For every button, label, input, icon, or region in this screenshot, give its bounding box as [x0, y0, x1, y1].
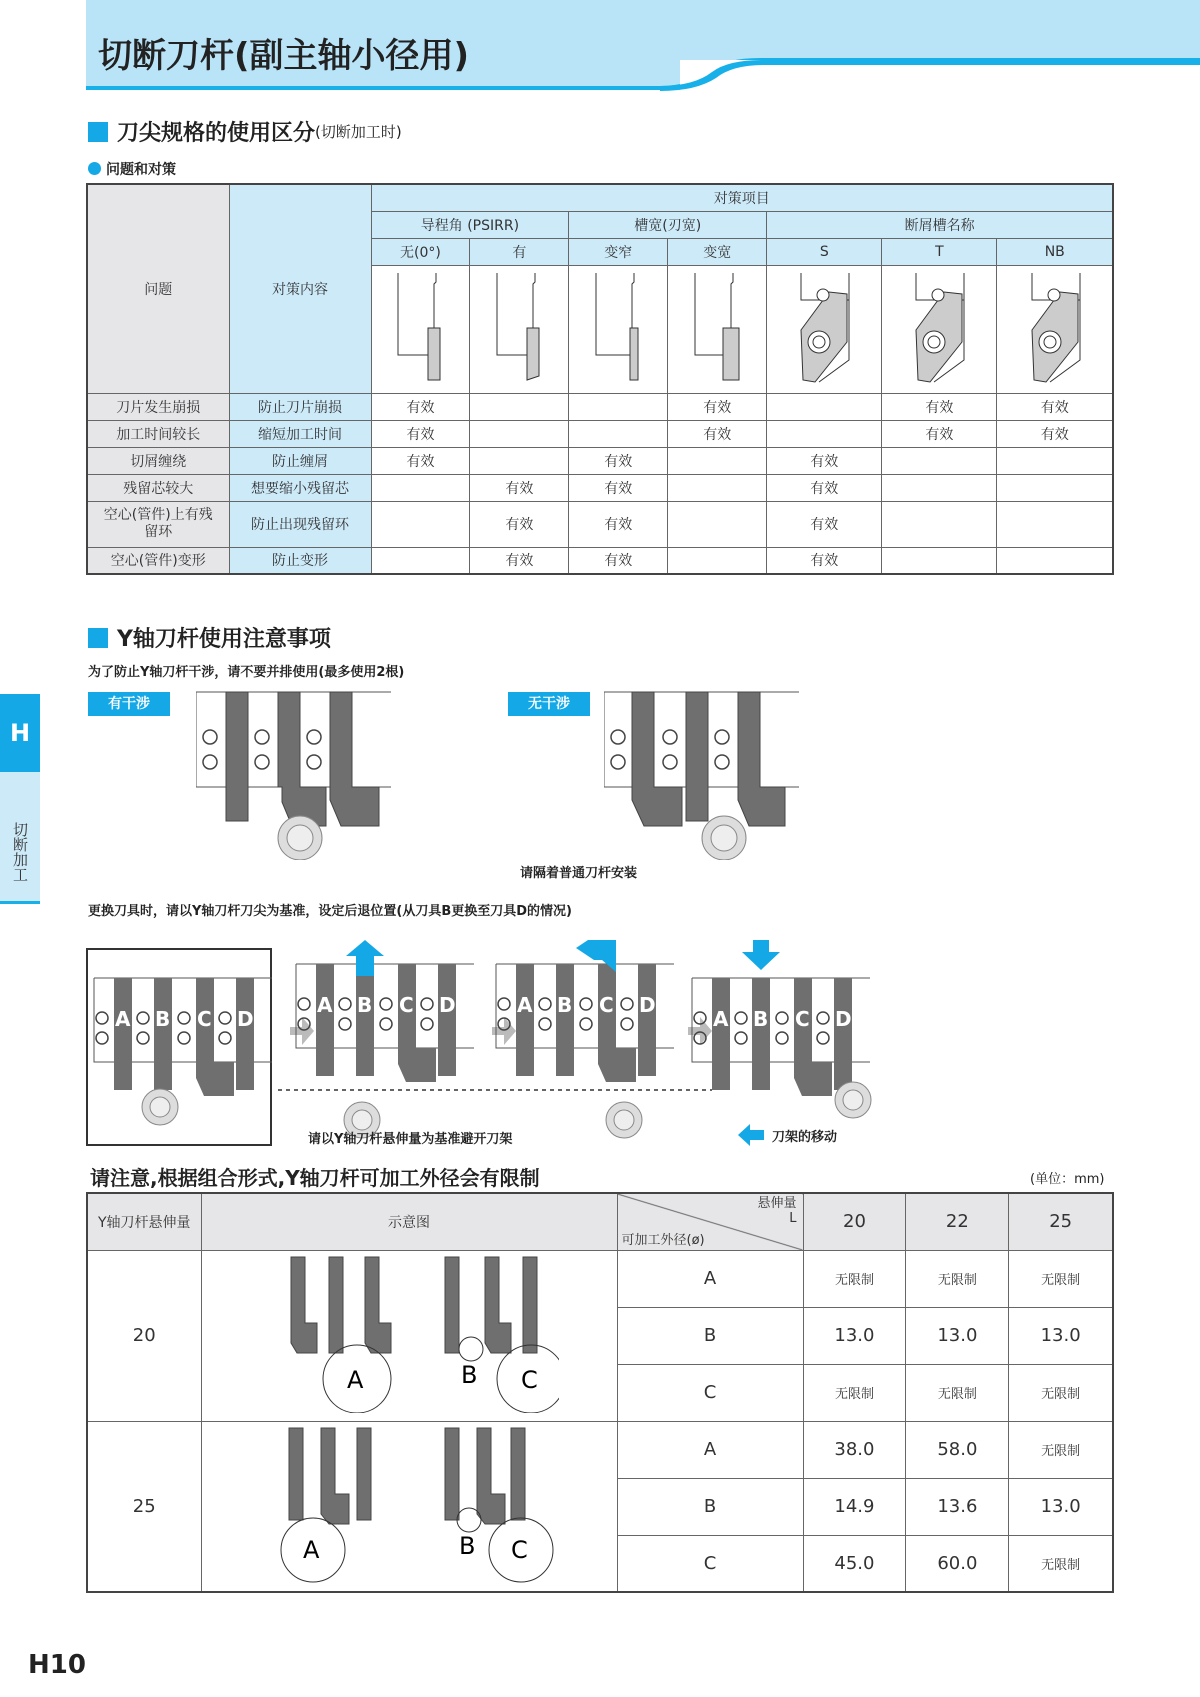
- section1-heading: 刀尖规格的使用区分 (切断加工时): [88, 116, 402, 147]
- table-row: [87, 1421, 1113, 1478]
- subcol-header: T: [882, 238, 997, 265]
- cell: [371, 474, 470, 501]
- problem-cell: 刀片发生崩损: [87, 393, 229, 420]
- cell: 有效: [997, 393, 1113, 420]
- value-cell: 14.9: [803, 1478, 906, 1535]
- cell: 有效: [371, 447, 470, 474]
- side-tab-letter: H: [0, 694, 40, 772]
- cell: [997, 474, 1113, 501]
- measure-cell: 防止缠屑: [229, 447, 371, 474]
- cell: [668, 547, 767, 574]
- holder-narrow-icon: [569, 265, 668, 393]
- cell: 有效: [882, 393, 997, 420]
- value-cell: 13.6: [906, 1478, 1009, 1535]
- col-diagram: 示意图: [201, 1193, 617, 1250]
- overhang-25-diagram: [259, 1424, 559, 1584]
- svg-text:C: C: [599, 993, 614, 1017]
- page-number: H10: [28, 1650, 86, 1680]
- problem-cell: 加工时间较长: [87, 420, 229, 447]
- table-row: [87, 547, 1113, 574]
- cell: [882, 547, 997, 574]
- svg-text:A: A: [303, 1535, 320, 1564]
- section1-subtitle: 问题和对策: [88, 159, 176, 179]
- cell: [668, 447, 767, 474]
- svg-text:A: A: [115, 1007, 131, 1031]
- value-cell: 58.0: [906, 1421, 1009, 1478]
- unit-label: (单位：mm): [1030, 1172, 1105, 1187]
- cell: 有效: [767, 474, 882, 501]
- svg-text:D: D: [835, 1007, 852, 1031]
- svg-text:D: D: [237, 1007, 254, 1031]
- holder-wide-icon: [668, 265, 767, 393]
- table-row: [87, 420, 1113, 447]
- svg-text:D: D: [439, 993, 456, 1017]
- caption-no-interference: 请隔着普通刀杆安装: [520, 866, 638, 881]
- svg-text:B: B: [155, 1007, 171, 1031]
- section3-heading: 请注意,根据组合形式,Y轴刀杆可加工外径会有限制: [90, 1166, 540, 1190]
- value-cell: 13.0: [906, 1307, 1009, 1364]
- value-cell: 13.0: [1009, 1307, 1113, 1364]
- measure-cell: 防止出现残留环: [229, 501, 371, 547]
- svg-text:D: D: [639, 993, 656, 1017]
- L-header: 22: [906, 1193, 1009, 1250]
- no-interference-diagram: [604, 690, 804, 860]
- cell: [668, 474, 767, 501]
- value-cell: 无限制: [803, 1250, 906, 1307]
- caption-retract: 请以Y轴刀杆悬伸量为基准避开刀架: [308, 1132, 513, 1147]
- overhang-20-diagram: [259, 1253, 559, 1413]
- table-row: [87, 474, 1113, 501]
- diameter-label: C: [617, 1364, 803, 1421]
- svg-text:C: C: [197, 1007, 212, 1031]
- value-cell: 45.0: [803, 1535, 906, 1592]
- cell: 有效: [767, 447, 882, 474]
- svg-text:C: C: [399, 993, 414, 1017]
- svg-text:A: A: [517, 993, 533, 1017]
- holder-flat-icon: [371, 265, 470, 393]
- col-measure: 对策内容: [229, 184, 371, 393]
- cell: [470, 447, 569, 474]
- tag-no-interference: 无干涉: [508, 692, 590, 716]
- svg-text:A: A: [347, 1366, 364, 1394]
- value-cell: 无限制: [803, 1364, 906, 1421]
- L-header: 20: [803, 1193, 906, 1250]
- overhang-cell: 20: [87, 1250, 201, 1421]
- cell: [882, 501, 997, 547]
- diameter-label: C: [617, 1535, 803, 1592]
- value-cell: 无限制: [1009, 1421, 1113, 1478]
- cell: 有效: [767, 501, 882, 547]
- diagram-20-cell: [201, 1250, 617, 1421]
- subcol-header: 无(0°): [371, 238, 470, 265]
- table-row: [87, 447, 1113, 474]
- cell: [569, 393, 668, 420]
- square-bullet-icon: [88, 122, 108, 142]
- table-row: [87, 393, 1113, 420]
- interference-diagram: [196, 690, 396, 860]
- diag-top: 悬伸量 L: [757, 1196, 797, 1226]
- subcol-header: 变宽: [668, 238, 767, 265]
- measure-cell: 缩短加工时间: [229, 420, 371, 447]
- problem-cell: 空心(管件)变形: [87, 547, 229, 574]
- diameter-label: A: [617, 1421, 803, 1478]
- svg-text:B: B: [753, 1007, 769, 1031]
- cell: [767, 420, 882, 447]
- insert-t-icon: [882, 265, 997, 393]
- svg-text:A: A: [317, 993, 333, 1017]
- problem-cell: 空心(管件)上有残留环: [87, 501, 229, 547]
- cell: [882, 474, 997, 501]
- cell: 有效: [668, 420, 767, 447]
- cell: 有效: [371, 393, 470, 420]
- value-cell: 无限制: [1009, 1250, 1113, 1307]
- square-bullet-icon: [88, 628, 108, 648]
- tool-change-sequence-diagram: [92, 940, 902, 1140]
- value-cell: 无限制: [906, 1250, 1009, 1307]
- group-header: 导程角 (PSIRR): [371, 211, 569, 238]
- col-problem: 问题: [87, 184, 229, 393]
- svg-text:A: A: [713, 1007, 729, 1031]
- table-row: [87, 501, 1113, 547]
- legend-move: 刀架的移动: [772, 1130, 838, 1145]
- cell: 有效: [569, 474, 668, 501]
- value-cell: 13.0: [1009, 1478, 1113, 1535]
- cell: [470, 393, 569, 420]
- diagram-25-cell: [201, 1421, 617, 1592]
- problem-cell: 切屑缠绕: [87, 447, 229, 474]
- value-cell: 38.0: [803, 1421, 906, 1478]
- side-tab-label: 切断加工: [0, 772, 40, 904]
- cell: 有效: [371, 420, 470, 447]
- value-cell: 无限制: [906, 1364, 1009, 1421]
- holder-angled-icon: [470, 265, 569, 393]
- subcol-header: S: [767, 238, 882, 265]
- value-cell: 13.0: [803, 1307, 906, 1364]
- L-header: 25: [1009, 1193, 1113, 1250]
- cell: 有效: [470, 474, 569, 501]
- col-items: 对策项目: [371, 184, 1113, 211]
- note-interference: 为了防止Y轴刀杆干涉，请不要并排使用(最多使用2根): [88, 665, 405, 680]
- section2-heading: Y轴刀杆使用注意事项: [88, 622, 331, 653]
- col-overhang: Y轴刀杆悬伸量: [87, 1193, 201, 1250]
- subcol-header: 有: [470, 238, 569, 265]
- cell: 有效: [997, 420, 1113, 447]
- diagonal-header: [617, 1193, 803, 1250]
- cell: 有效: [569, 547, 668, 574]
- insert-s-icon: [767, 265, 882, 393]
- svg-text:C: C: [795, 1007, 810, 1031]
- diameter-label: B: [617, 1307, 803, 1364]
- cell: [569, 420, 668, 447]
- cell: [371, 547, 470, 574]
- table-row: [87, 1250, 1113, 1307]
- group-header: 槽宽(刃宽): [569, 211, 767, 238]
- tag-interference: 有干涉: [88, 692, 170, 716]
- diameter-limit-table: [86, 1192, 1114, 1593]
- problem-cell: 残留芯较大: [87, 474, 229, 501]
- move-arrow-icon: [738, 1124, 764, 1146]
- dot-bullet-icon: [88, 162, 101, 175]
- diameter-label: B: [617, 1478, 803, 1535]
- note-retract: 更换刀具时，请以Y轴刀杆刀尖为基准，设定后退位置(从刀具B更换至刀具D的情况): [88, 904, 572, 919]
- cell: [371, 501, 470, 547]
- cell: [470, 420, 569, 447]
- cell: 有效: [470, 501, 569, 547]
- value-cell: 无限制: [1009, 1364, 1113, 1421]
- insert-nb-icon: [997, 265, 1113, 393]
- svg-text:B: B: [557, 993, 573, 1017]
- svg-text:C: C: [511, 1535, 528, 1564]
- problem-measure-table: [86, 183, 1114, 575]
- page-title: 切断刀杆(副主轴小径用): [98, 36, 470, 76]
- cell: 有效: [569, 501, 668, 547]
- measure-cell: 想要缩小残留芯: [229, 474, 371, 501]
- subcol-header: 变窄: [569, 238, 668, 265]
- cell: [997, 447, 1113, 474]
- cell: [767, 393, 882, 420]
- svg-text:B: B: [459, 1531, 476, 1560]
- diag-bottom: 可加工外径(ø): [621, 1232, 705, 1248]
- group-header: 断屑槽名称: [767, 211, 1113, 238]
- measure-cell: 防止刀片崩损: [229, 393, 371, 420]
- measure-cell: 防止变形: [229, 547, 371, 574]
- value-cell: 无限制: [1009, 1535, 1113, 1592]
- overhang-cell: 25: [87, 1421, 201, 1592]
- svg-text:C: C: [521, 1366, 538, 1394]
- cell: 有效: [767, 547, 882, 574]
- cell: [668, 501, 767, 547]
- svg-text:B: B: [461, 1361, 478, 1389]
- subcol-header: NB: [997, 238, 1113, 265]
- cell: 有效: [882, 420, 997, 447]
- cell: [997, 547, 1113, 574]
- svg-text:B: B: [357, 993, 373, 1017]
- cell: [997, 501, 1113, 547]
- cell: [882, 447, 997, 474]
- diameter-label: A: [617, 1250, 803, 1307]
- value-cell: 60.0: [906, 1535, 1009, 1592]
- cell: 有效: [470, 547, 569, 574]
- cell: 有效: [569, 447, 668, 474]
- cell: 有效: [668, 393, 767, 420]
